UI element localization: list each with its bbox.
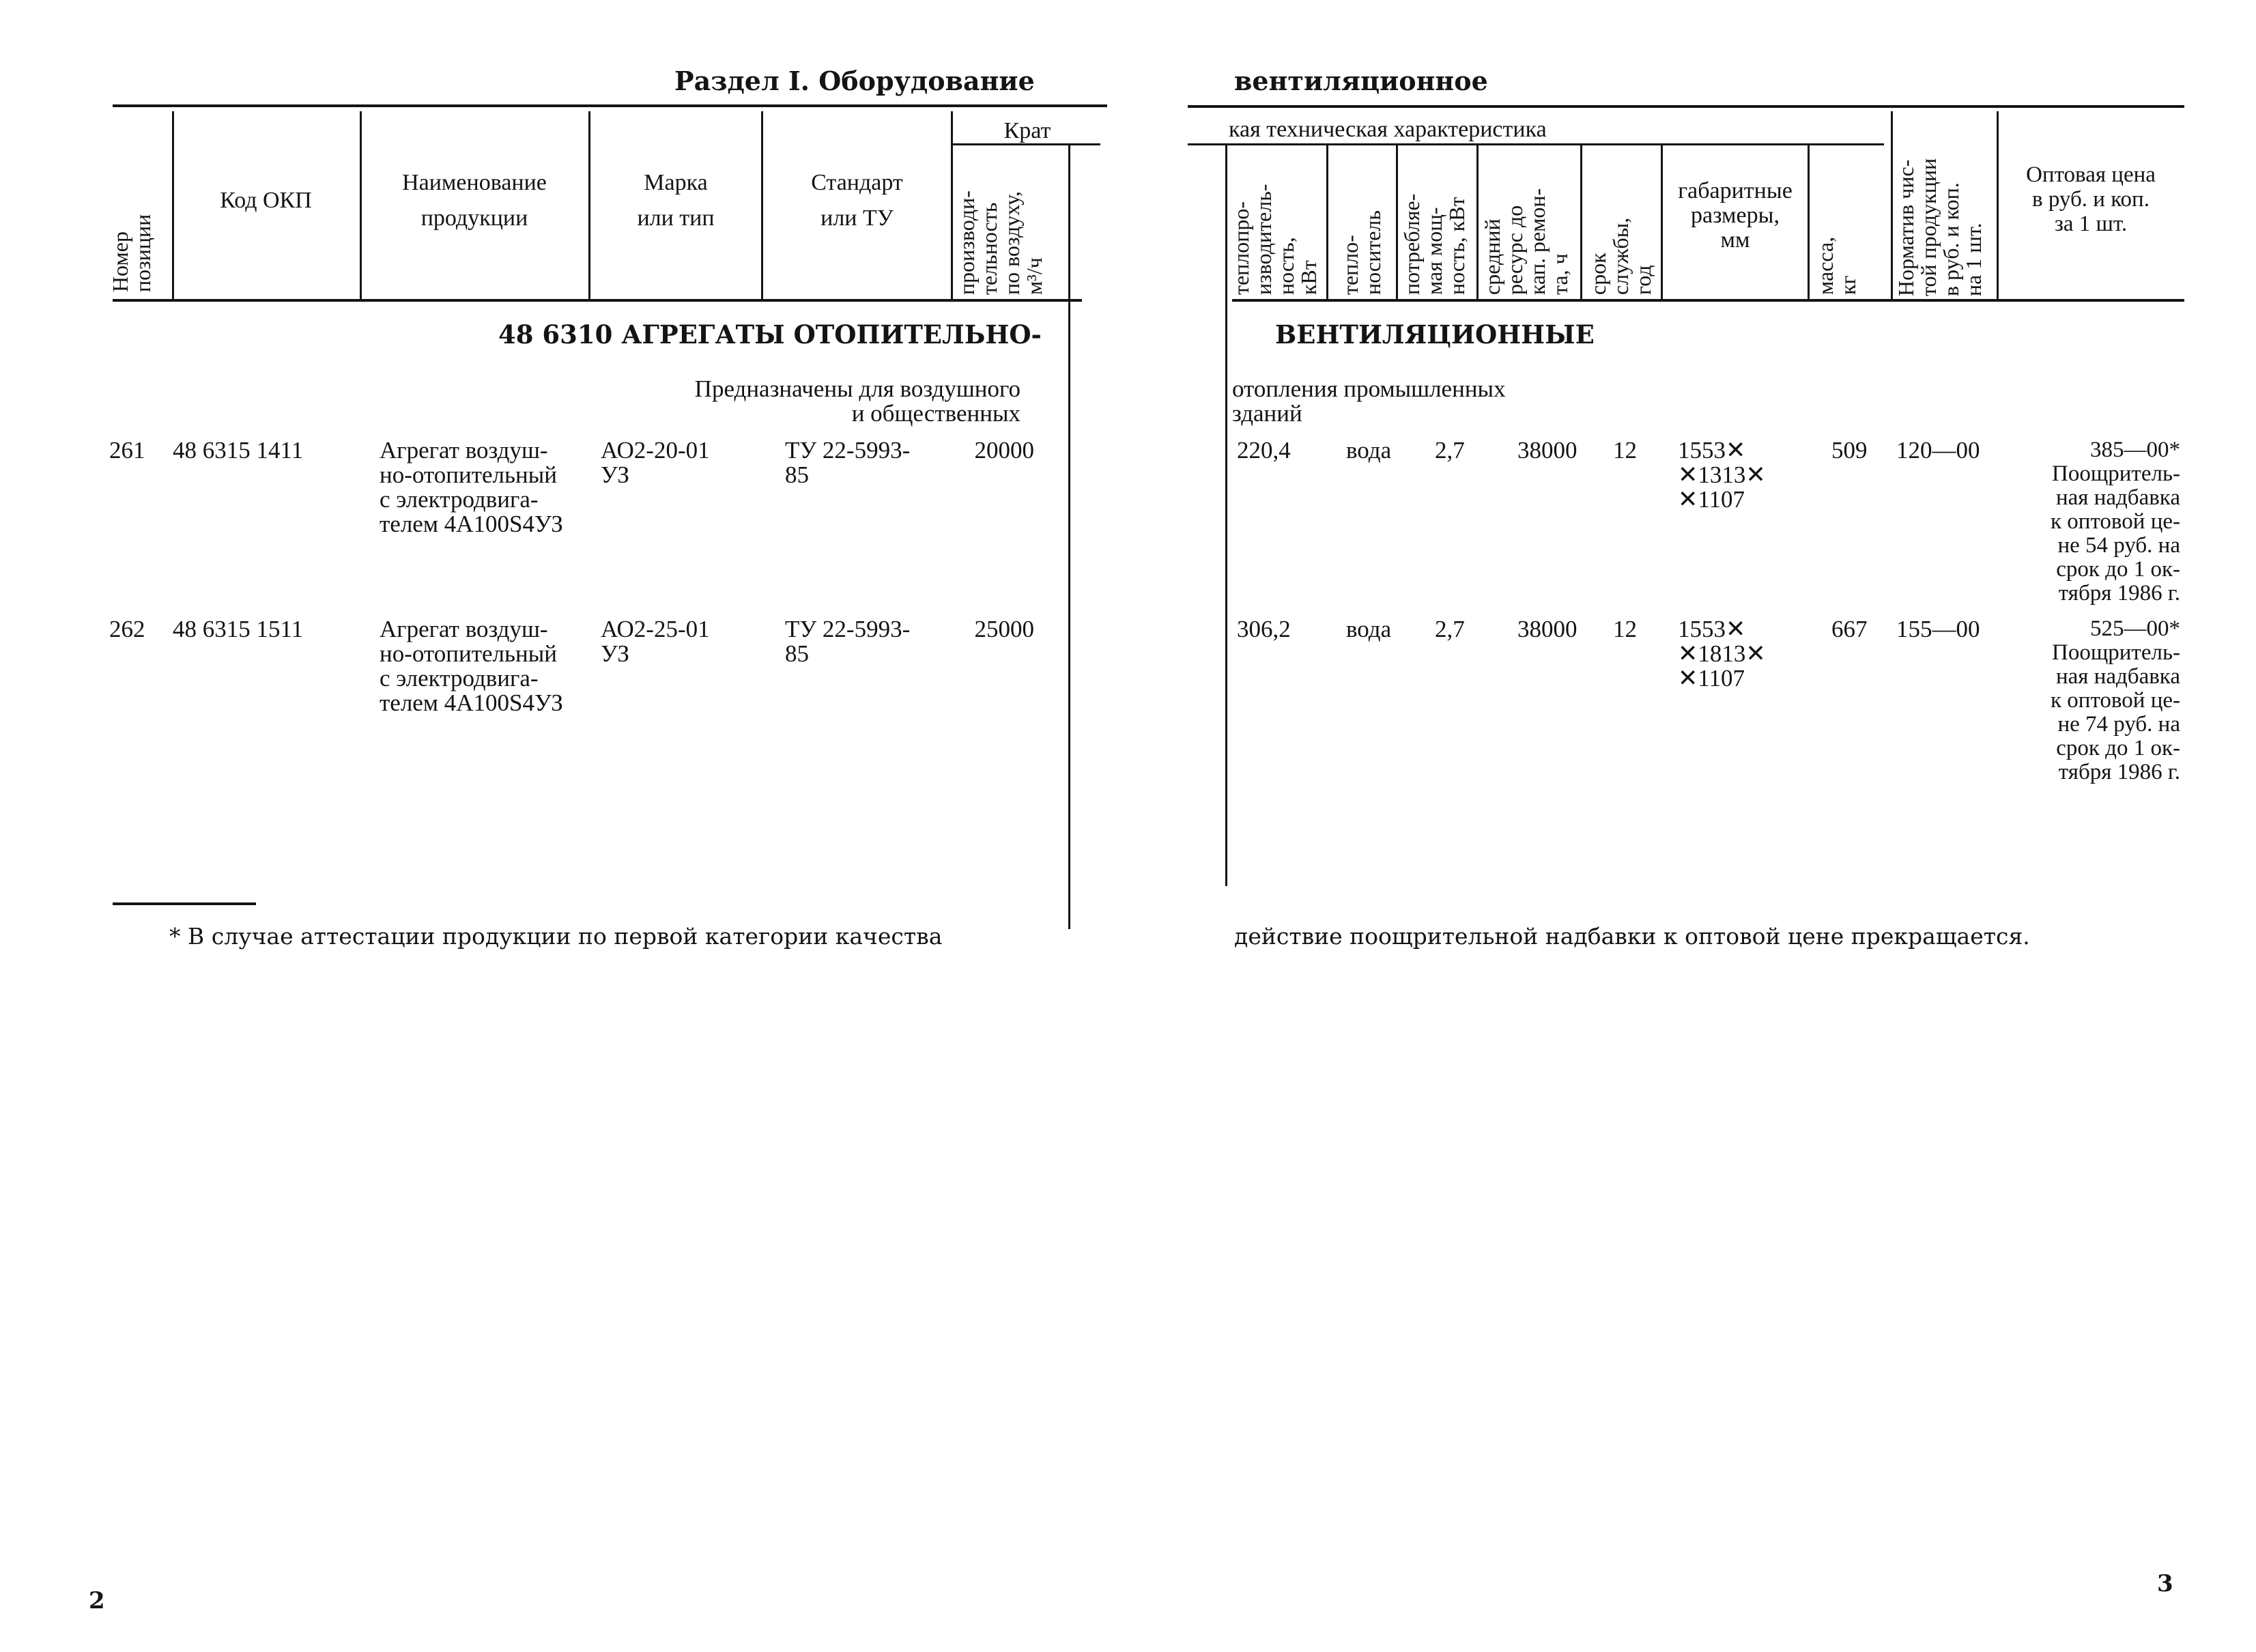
header-resource: средний ресурс до кап. ремон- та, ч (1480, 188, 1572, 295)
header-bottom-rule-left (113, 299, 1082, 302)
row-service-life: 12 (1613, 437, 1637, 464)
col-divider-long (1225, 145, 1227, 886)
col-divider (1808, 145, 1810, 299)
header-power: потребляе- мая мощ- ность, кВт (1399, 193, 1469, 295)
group-title-right: ВЕНТИЛЯЦИОННЫЕ (1275, 319, 1595, 350)
col-divider (1326, 145, 1328, 299)
row-price: 385—00* Поощритель- ная надбавка к оптовой це- не 54 руб. на срок до 1 ок- тября 1986 г. (2051, 438, 2180, 606)
row-standard: ТУ 22-5993- 85 (785, 616, 911, 667)
purpose-text-left: Предназначены для воздушного и общественных (694, 375, 1020, 427)
row-standard: ТУ 22-5993- 85 (785, 437, 911, 488)
header-bottom-rule-right (1232, 299, 2184, 302)
header-mark: Марка или тип (637, 170, 715, 231)
row-position: 261 (109, 437, 145, 464)
row-price: 525—00* Поощритель- ная надбавка к оптовой це- не 74 руб. на срок до 1 ок- тября 1986 г. (2051, 616, 2180, 784)
header-okp: Код ОКП (220, 188, 312, 213)
row-heat-carrier: вода (1346, 437, 1392, 464)
col-divider (1891, 111, 1893, 299)
row-service-life: 12 (1613, 616, 1637, 642)
row-heat-carrier: вода (1346, 616, 1392, 642)
header-heat-output: теплопро- изводитель- ность, кВт (1229, 184, 1321, 295)
col-divider (172, 111, 174, 299)
row-okp: 48 6315 1411 (173, 437, 304, 464)
top-rule-left (113, 104, 1107, 107)
footnote-right: действие поощрительной надбавки к оптовой цене прекращается. (1234, 923, 2030, 950)
row-power: 2,7 (1435, 437, 1465, 464)
row-airflow: 20000 (974, 437, 1034, 464)
row-airflow: 25000 (974, 616, 1034, 642)
row-mass: 667 (1831, 616, 1868, 642)
group-title-left: 48 6310 АГРЕГАТЫ ОТОПИТЕЛЬНО- (498, 319, 1042, 350)
col-divider (951, 111, 953, 299)
section-title-right: вентиляционное (1234, 66, 1488, 96)
header-dimensions: габаритные размеры, мм (1678, 178, 1793, 253)
header-name: Наименование продукции (402, 170, 547, 231)
row-dimensions: 1553✕ ✕1313✕ ✕1107 (1678, 437, 1766, 513)
col-divider (1396, 145, 1398, 299)
row-resource: 38000 (1517, 437, 1577, 464)
row-norm: 120—00 (1896, 437, 1980, 464)
row-dimensions: 1553✕ ✕1813✕ ✕1107 (1678, 616, 1766, 692)
col-divider (1580, 145, 1582, 299)
header-krat: Крат (1003, 118, 1051, 143)
header-price: Оптовая цена в руб. и коп. за 1 шт. (2026, 162, 2156, 236)
row-norm: 155—00 (1896, 616, 1980, 642)
row-mark: АО2-20-01 УЗ (601, 437, 710, 488)
row-mass: 509 (1831, 437, 1868, 464)
page-number-right: 3 (2157, 1570, 2173, 1597)
row-heat-output: 306,2 (1237, 616, 1291, 642)
row-position: 262 (109, 616, 145, 642)
header-position: Номер позиции (108, 214, 155, 292)
col-divider-long (1068, 145, 1070, 929)
header-airflow: производи- тельность по воздуху, м³/ч (954, 190, 1046, 295)
header-mass: масса, кг (1813, 236, 1860, 295)
header-service-life: срок службы, год (1586, 217, 1655, 295)
row-name: Агрегат воздуш- но-отопительный с электродвига- телем 4А100S4УЗ (380, 437, 563, 537)
row-okp: 48 6315 1511 (173, 616, 304, 642)
footnote-left: * В случае аттестации продукции по первой категории качества (169, 923, 943, 950)
section-title-left: Раздел I. Оборудование (674, 66, 1035, 96)
row-resource: 38000 (1517, 616, 1577, 642)
top-rule-right (1188, 105, 2184, 108)
purpose-text-right: отопления промышленных зданий (1232, 375, 1506, 427)
footnote-rule (113, 902, 256, 905)
page-number-left: 2 (89, 1587, 105, 1614)
row-power: 2,7 (1435, 616, 1465, 642)
row-name: Агрегат воздуш- но-отопительный с электродвига- телем 4А100S4УЗ (380, 616, 563, 716)
header-norm: Норматив чис- той продукции в руб. и коп. на 1 шт. (1894, 158, 1986, 296)
header-tech: кая техническая характеристика (1229, 117, 1547, 142)
row-mark: АО2-25-01 УЗ (601, 616, 710, 667)
header-standard: Стандарт или ТУ (811, 170, 903, 231)
row-heat-output: 220,4 (1237, 437, 1291, 464)
col-divider (1476, 145, 1479, 299)
header-heat-carrier: тепло- носитель (1338, 210, 1385, 295)
